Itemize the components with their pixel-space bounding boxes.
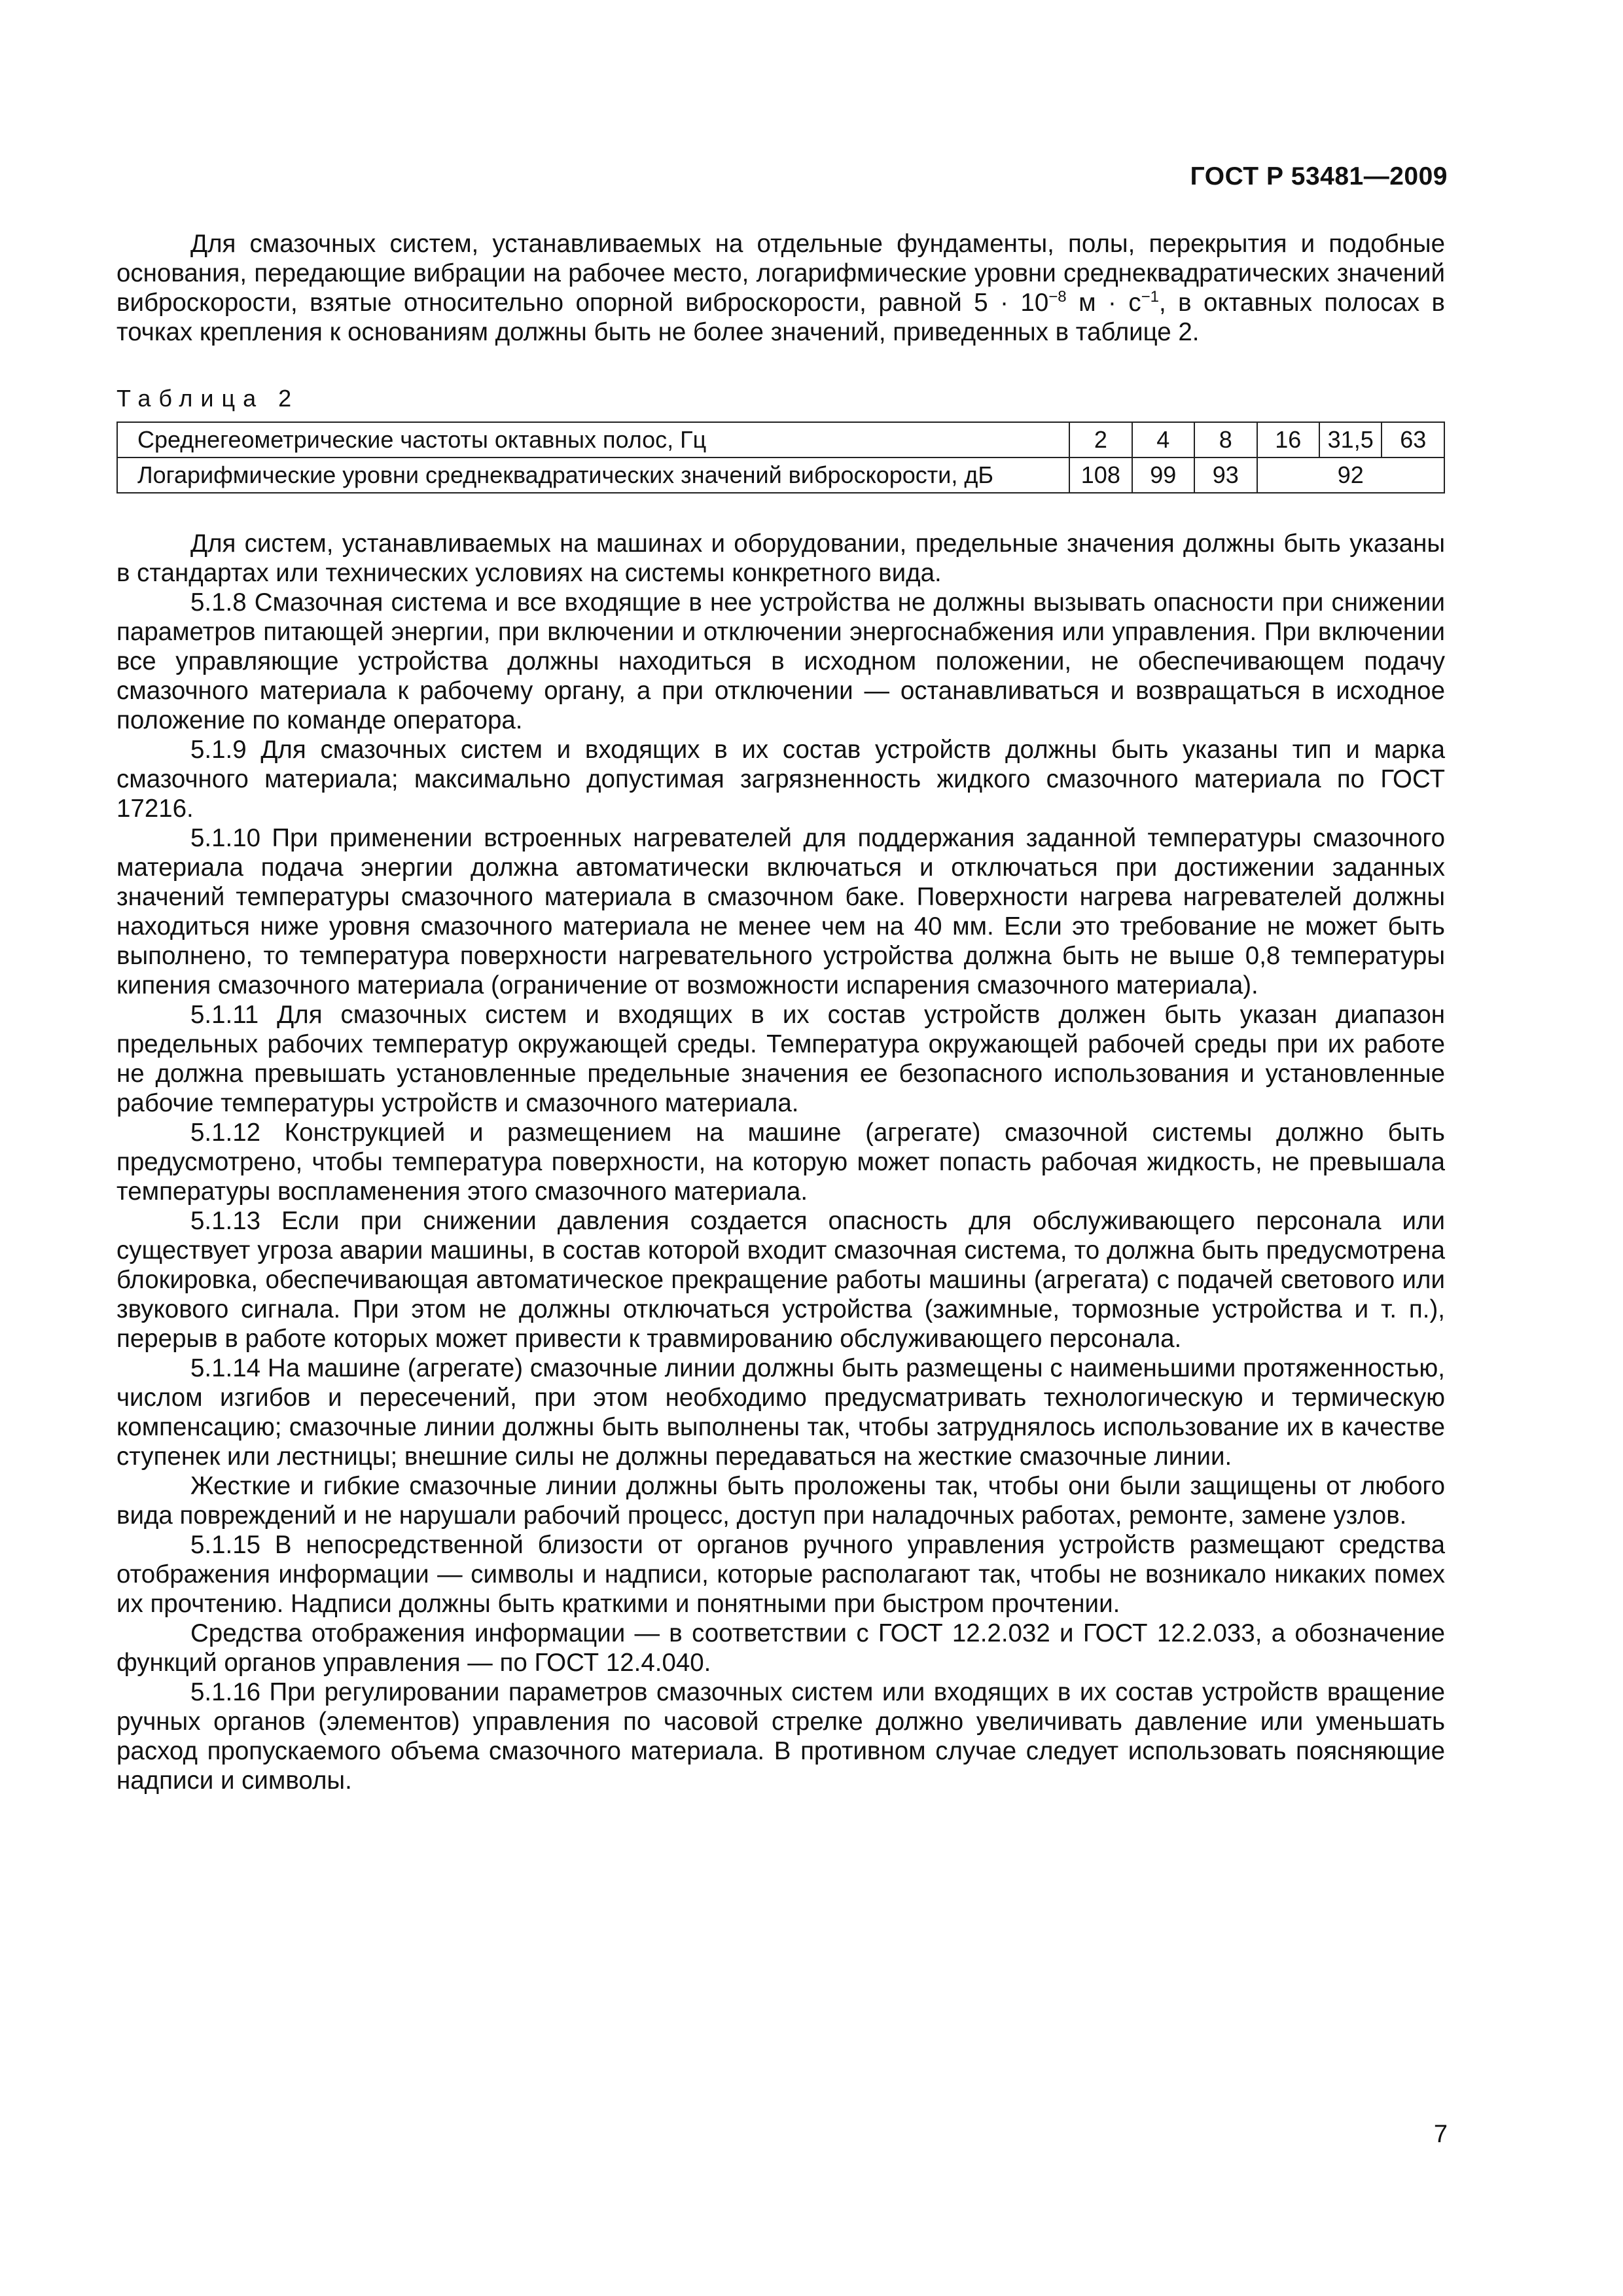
table-cell-merged: 92 <box>1257 457 1445 493</box>
paragraph: 5.1.9 Для смазочных систем и входящих в их состав устройств должны быть указаны тип и марка смазочного материала; максимально допустимая загрязненность жидкого смазочного материала по ГОСТ 17216. <box>116 736 1445 823</box>
table-cell: 31,5 <box>1319 422 1382 457</box>
table-caption: Таблица 2 <box>116 385 300 412</box>
table-cell: 8 <box>1194 422 1257 457</box>
document-code-header: ГОСТ Р 53481—2009 <box>1190 162 1448 190</box>
paragraph: 5.1.14 На машине (агрегате) смазочные линии должны быть размещены с наименьшими протяженностью, числом изгибов и пересечений, при этом необходимо предусматривать технологическую и термическую компенсацию; смазочные линии должны быть выполнены так, чтобы затруднялось использование их в качестве ступенек или лестницы; внешние силы не должны передаваться на жесткие смазочные линии. <box>116 1354 1445 1471</box>
exponent-1: −8 <box>1048 288 1067 306</box>
intro-text-part2: м · с <box>1066 289 1141 317</box>
document-body <box>116 229 1445 1795</box>
intro-text-part1: Для смазочных систем, устанавливаемых на отдельные фундаменты, полы, перекрытия и подобные основания, передающие вибрации на рабочее место, логарифмические уровни среднеквадратических значений виброскорости, взятые относительно опорной виброскорости, равной 5 · 10 <box>116 230 1445 317</box>
table-cell: 16 <box>1257 422 1319 457</box>
table-row <box>117 457 1444 493</box>
table-cell: 99 <box>1132 457 1194 493</box>
paragraph: Средства отображения информации — в соответствии с ГОСТ 12.2.032 и ГОСТ 12.2.033, а обозначение функций органов управления — по ГОСТ 12.4.040. <box>116 1619 1445 1677</box>
paragraph: 5.1.15 В непосредственной близости от органов ручного управления устройств размещают средства отображения информации — символы и надписи, которые располагают так, чтобы не возникало никаких помех их прочтению. Надписи должны быть краткими и понятными при быстром прочтении. <box>116 1531 1445 1618</box>
table-row-label: Среднегеометрические частоты октавных полос, Гц <box>117 422 1069 457</box>
vibration-table <box>116 422 1445 493</box>
table-row-label: Логарифмические уровни среднеквадратических значений виброскорости, дБ <box>117 457 1069 493</box>
paragraph: 5.1.12 Конструкцией и размещением на машине (агрегате) смазочной системы должно быть предусмотрено, чтобы температура поверхности, на которую может попасть рабочая жидкость, не превышала температуры воспламенения этого смазочного материала. <box>116 1119 1445 1206</box>
table-cell: 108 <box>1069 457 1132 493</box>
page-number: 7 <box>1433 2121 1448 2148</box>
table-cell: 2 <box>1069 422 1132 457</box>
paragraph: 5.1.13 Если при снижении давления создается опасность для обслуживающего персонала или существует угроза аварии машины, в состав которой входит смазочная система, то должна быть предусмотрена блокировка, обеспечивающая автоматическое прекращение работы машины (агрегата) с подачей светового или звукового сигнала. При этом не должны отключаться устройства (зажимные, тормозные устройства и т. п.), перерыв в работе которых может привести к травмированию обслуживающего персонала. <box>116 1207 1445 1353</box>
table-cell: 93 <box>1194 457 1257 493</box>
table-cell: 4 <box>1132 422 1194 457</box>
paragraph: 5.1.8 Смазочная система и все входящие в нее устройства не должны вызывать опасности при снижении параметров питающей энергии, при включении и отключении энергоснабжения или управления. При включении все управляющие устройства должны находиться в исходном положении, не обеспечивающем подачу смазочного материала к рабочему органу, а при отключении — останавливаться и возвращаться в исходное положение по команде оператора. <box>116 588 1445 734</box>
paragraph: Жесткие и гибкие смазочные линии должны быть проложены так, чтобы они были защищены от любого вида повреждений и не нарушали рабочий процесс, доступ при наладочных работах, ремонте, замене узлов. <box>116 1472 1445 1530</box>
paragraph: 5.1.10 При применении встроенных нагревателей для поддержания заданной температуры смазочного материала подача энергии должна автоматически включаться и отключаться при достижении заданных значений температуры смазочного материала в смазочном баке. Поверхности нагрева нагревателей должны находиться ниже уровня смазочного материала не менее чем на 40 мм. Если это требование не может быть выполнено, то температура поверхности нагревательного устройства должна быть не выше 0,8 температуры кипения смазочного материала (ограничение от возможности испарения смазочного материала). <box>116 824 1445 999</box>
table-row <box>117 422 1444 457</box>
paragraph: Для систем, устанавливаемых на машинах и оборудовании, предельные значения должны быть указаны в стандартах или технических условиях на системы конкретного вида. <box>116 529 1445 587</box>
table-cell: 63 <box>1382 422 1444 457</box>
exponent-2: −1 <box>1141 288 1159 306</box>
intro-text-part3: , в октавных полосах в точках крепления к основаниям должны быть не более значений, приведенных в таблице 2. <box>116 289 1445 346</box>
intro-paragraph <box>116 229 1445 347</box>
paragraph: 5.1.16 При регулировании параметров смазочных систем или входящих в их состав устройств вращение ручных органов (элементов) управления по часовой стрелке должно увеличивать давление или уменьшать расход пропускаемого объема смазочного материала. В противном случае следует использовать поясняющие надписи и символы. <box>116 1678 1445 1795</box>
paragraph: 5.1.11 Для смазочных систем и входящих в их состав устройств должен быть указан диапазон предельных рабочих температур окружающей среды. Температура окружающей рабочей среды при их работе не должна превышать установленные предельные значения ее безопасного использования и установленные рабочие температуры устройств и смазочного материала. <box>116 1001 1445 1117</box>
